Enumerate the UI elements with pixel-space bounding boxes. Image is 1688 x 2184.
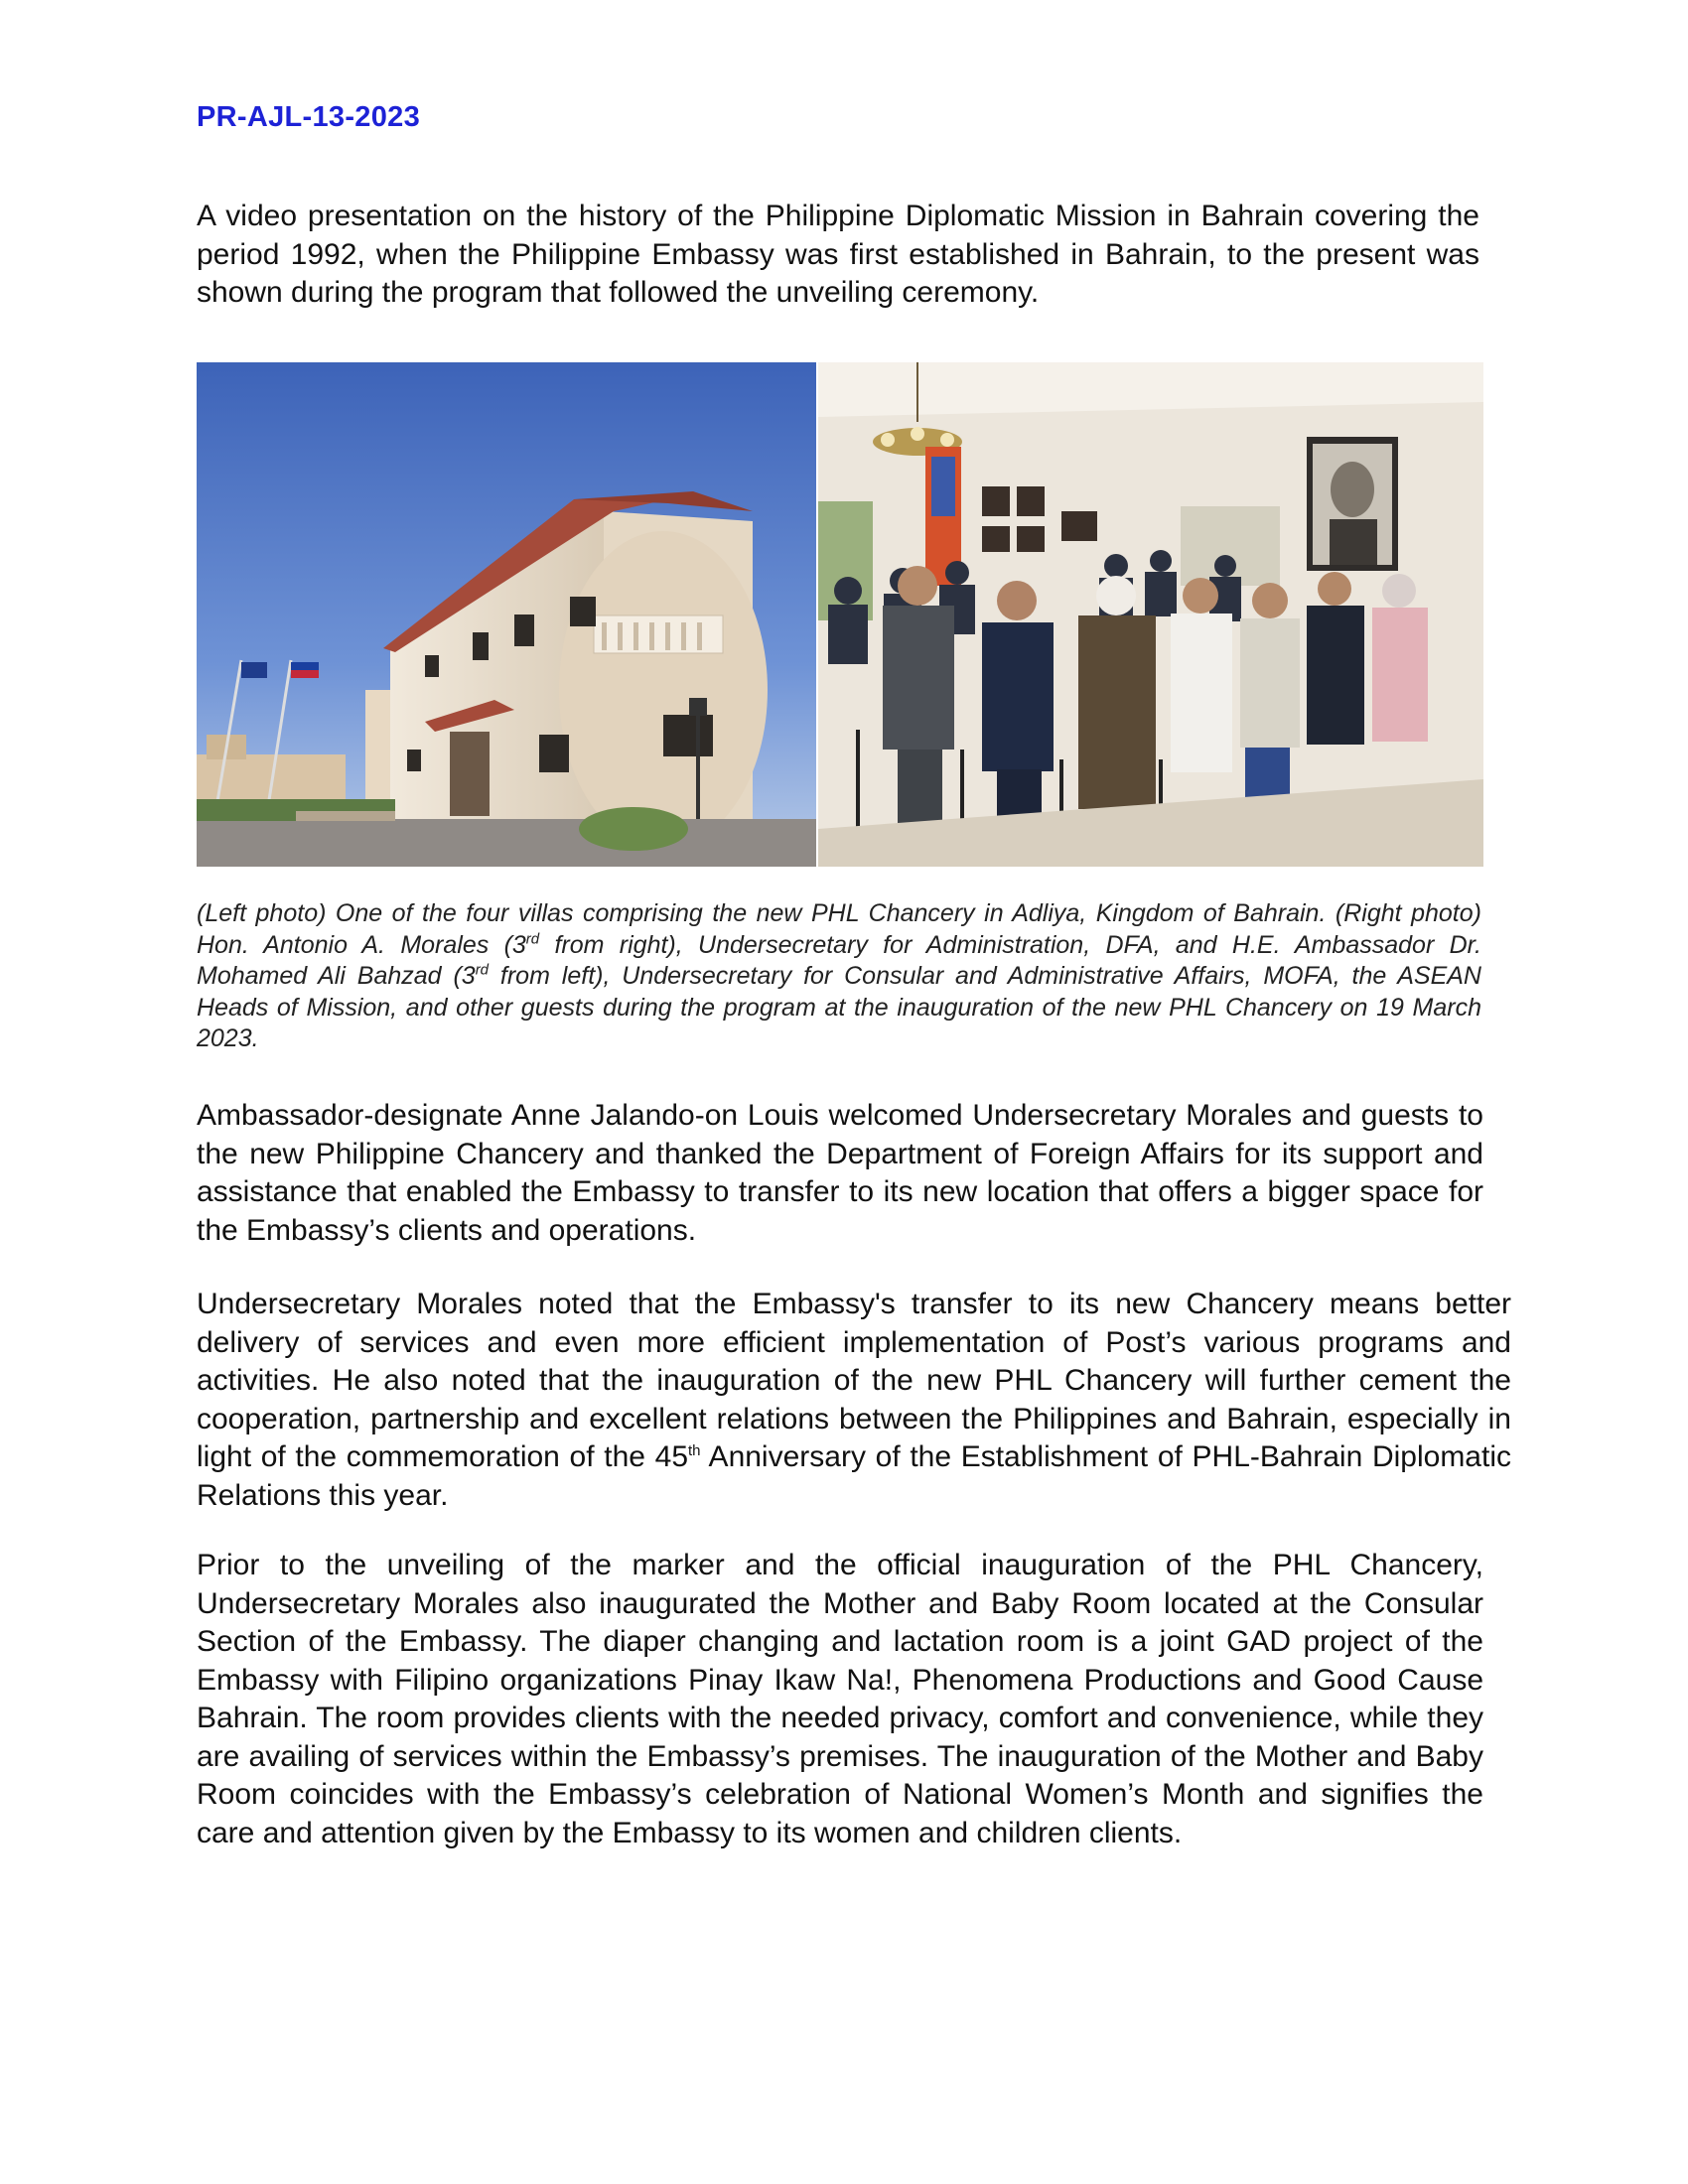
press-release-reference: PR-AJL-13-2023 [197,101,421,133]
remarks-text-1: Undersecretary Morales noted that the Embassy's transfer to its new Chancery means better delivery of services and even more efficient implementation of Post’s various programs and activities. He also noted that the inauguration of the new PHL Chancery will further cement the cooperation, partnership and excellent relations between the Philippines and Bahrain, especially in light of the commemoration of the 45 [197,1288,1511,1473]
chancery-villa-photo [197,362,816,867]
remarks-text-2: Anniversary of the Establishment of PHL-Bahrain Diplomatic Relations this year. [197,1440,1511,1512]
paragraph-mother-baby-room: Prior to the unveiling of the marker and the official inauguration of the PHL Chancery, Undersecretary Morales also inaugurated the Mother and Baby Room located at the Consular Section of the Embassy. The diaper changing and lactation room is a joint GAD project of the Embassy with Filipino organizations Pinay Ikaw Na!, Phenomena Productions and Good Cause Bahrain. The room provides clients with the needed privacy, comfort and convenience, while they are availing of services within the Embassy’s premises. The inauguration of the Mother and Baby Room coincides with the Embassy’s celebration of National Women’s Month and signifies the care and attention given by the Embassy to its women and children clients. [197,1549,1483,1849]
paragraph-video-presentation: A video presentation on the history of the Philippine Diplomatic Mission in Bahrain covering the period 1992, when the Philippine Embassy was first established in Bahrain, to the present was shown during the program that followed the unveiling ceremony. [197,200,1479,309]
caption-text-1: (Left photo) One of the four villas comprising the new PHL Chancery in Adliya, Kingdom of Bahrain. (Right photo) Hon. Antonio A. Morales (3 [197,899,1481,959]
caption-text-3: from left), Undersecretary for Consular and Administrative Affairs, MOFA, the ASEAN Heads of Mission, and other guests during the program at the inauguration of the new PHL Chancery on 19 March 2023. [197,962,1481,1052]
paragraph-undersecretary-remarks [197,1286,1511,1515]
anniversary-ordinal: th [688,1442,701,1459]
paragraph-ambassador-welcome: Ambassador-designate Anne Jalando-on Louis welcomed Undersecretary Morales and guests to the new Philippine Chancery and thanked the Department of Foreign Affairs for its support and assistance that enabled the Embassy to transfer to its new location that offers a bigger space for the Embassy’s clients and operations. [197,1099,1483,1247]
photo-caption [197,898,1481,1055]
caption-ordinal-1: rd [525,930,540,948]
inauguration-program-photo [818,362,1483,867]
caption-ordinal-2: rd [475,961,490,979]
photo-strip [197,362,1483,867]
caption-text-2: from right), Undersecretary for Administration, DFA, and H.E. Ambassador Dr. Mohamed Ali Bahzad (3 [197,930,1481,990]
